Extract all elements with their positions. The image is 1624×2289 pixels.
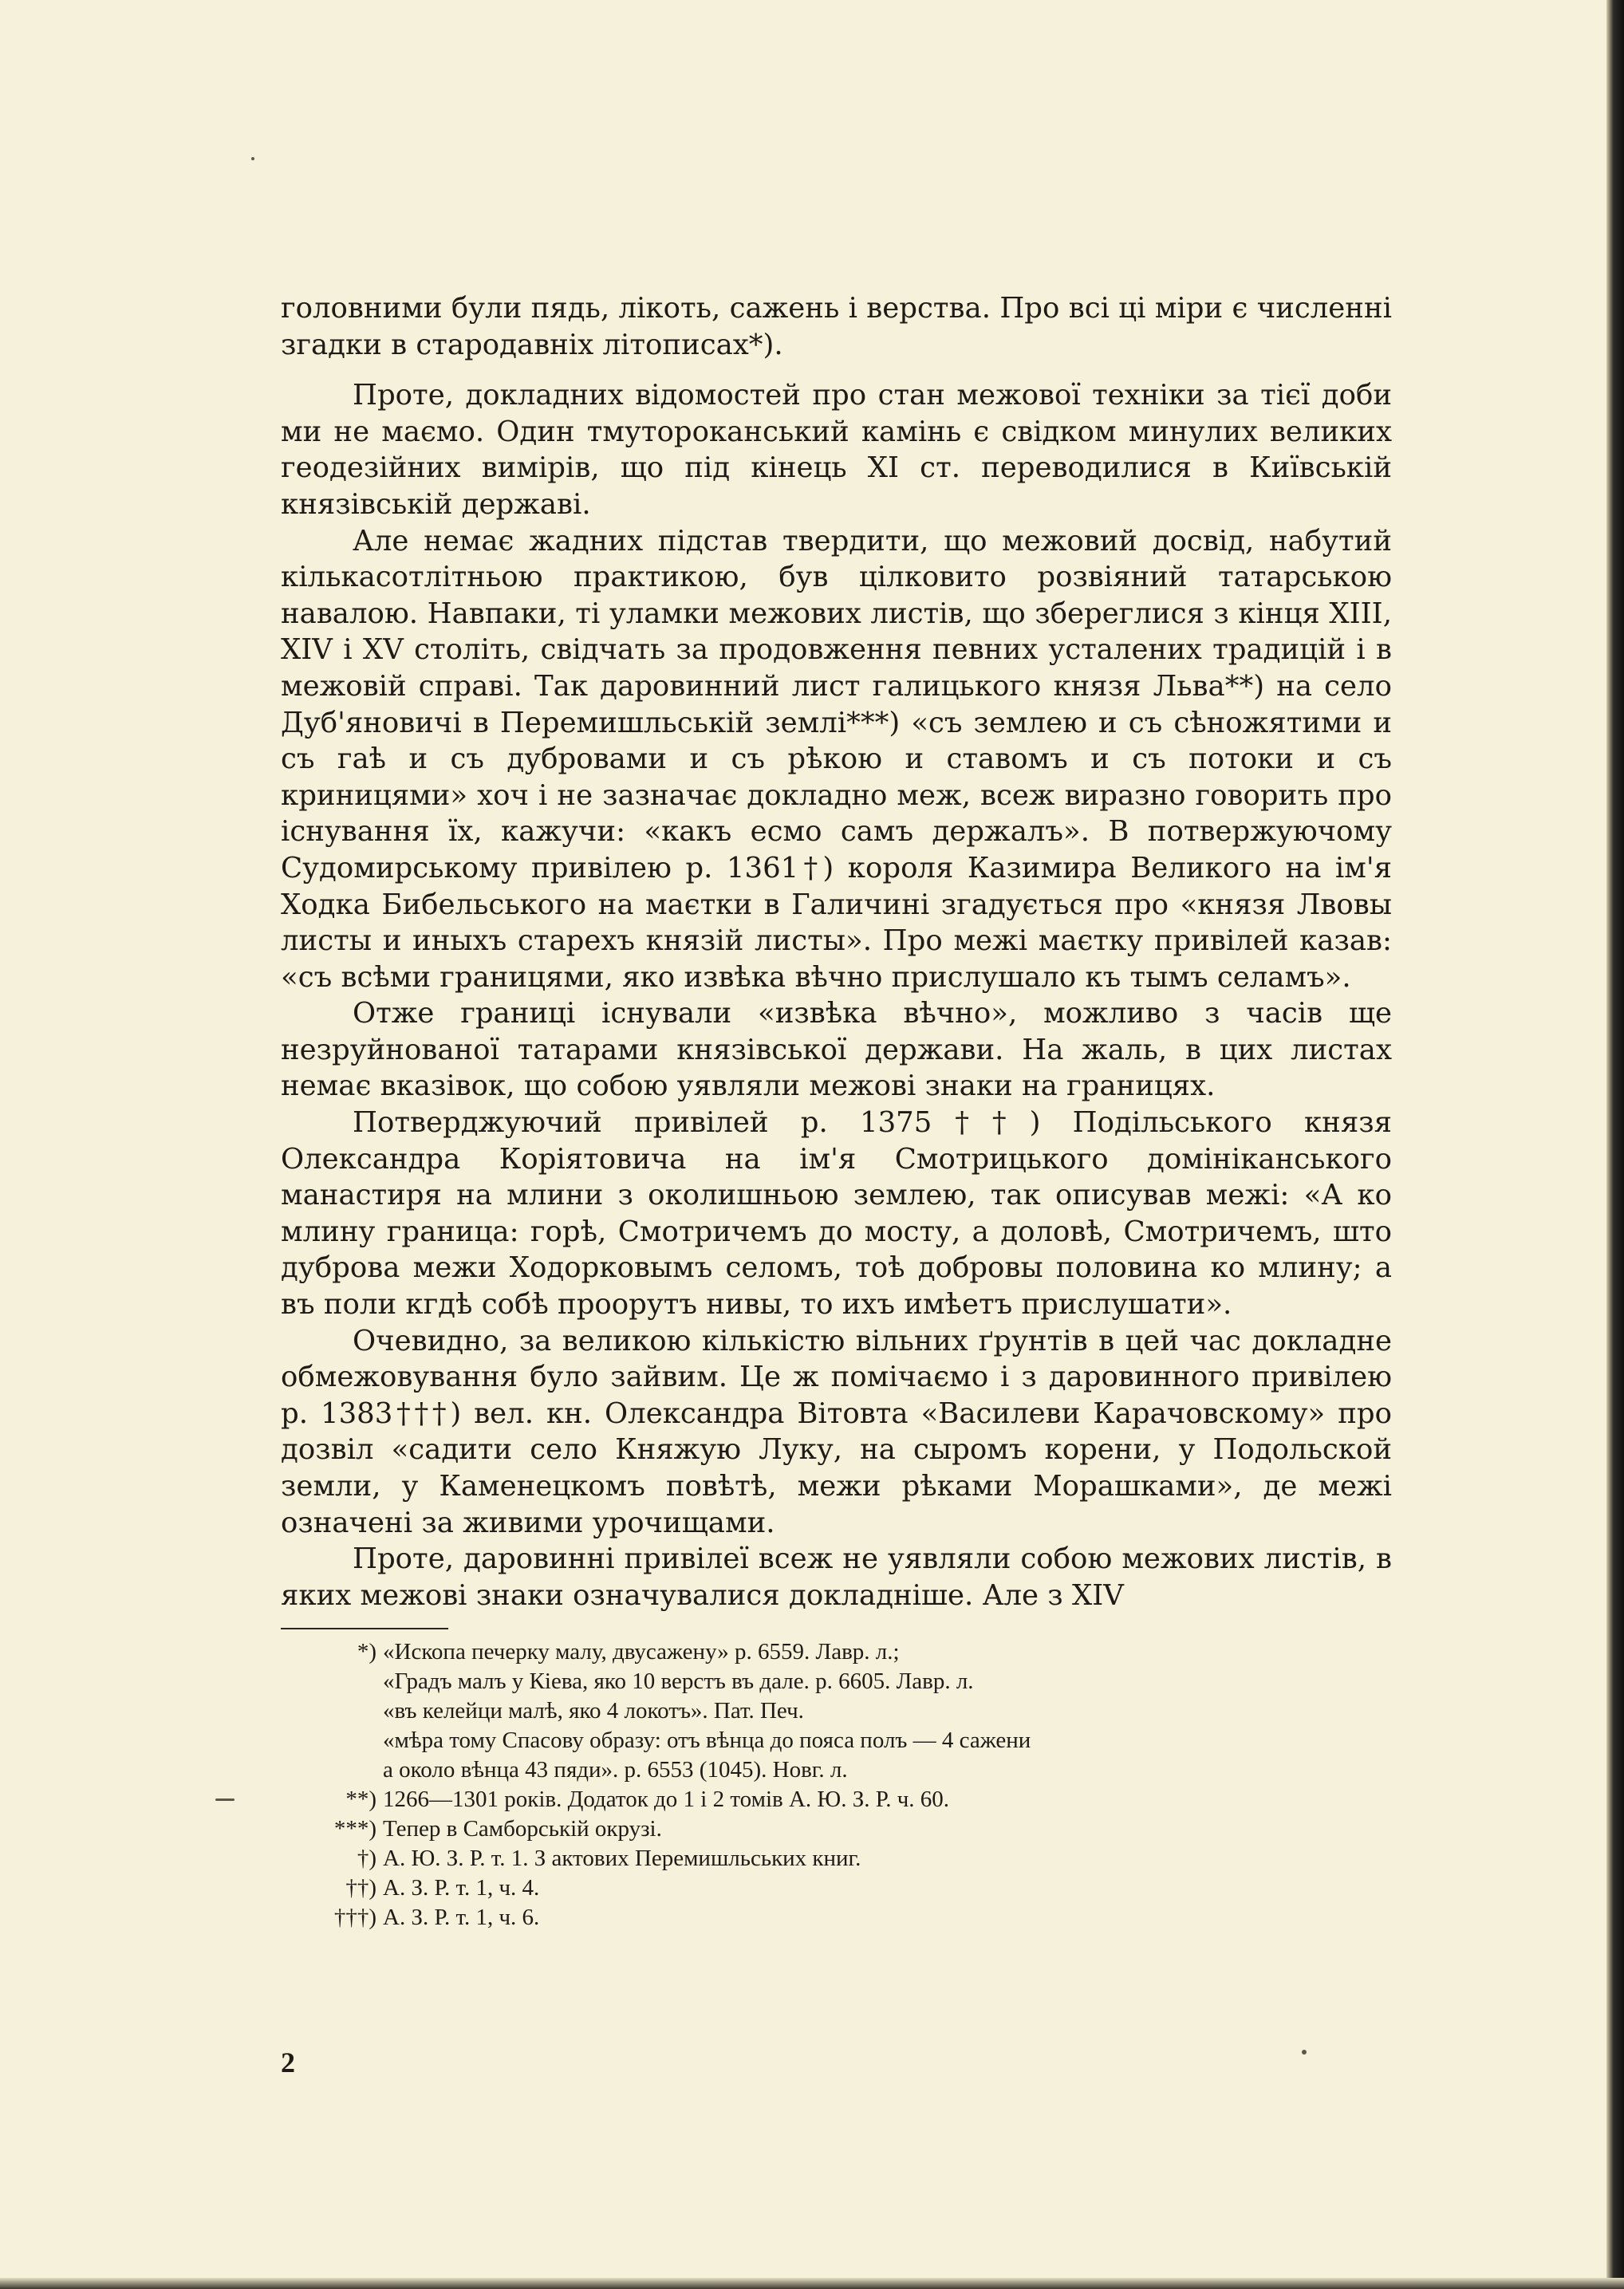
paper-speck (1302, 2050, 1307, 2055)
page-bottom-edge (0, 2278, 1624, 2289)
footnotes (281, 1637, 1392, 1932)
paragraph: Очевидно, за великою кількістю вільних ґрунтів в цей час докладне обмежовування було зайвим. Це ж помічаємо і з даровинного привілею р. 1383†††) вел. кн. Олександра Вітовта «Василеви Карачовскому» про дозвіл «садити село Княжую Луку, на сыромъ корени, у Подольской земли, у Каменецкомъ повѣтѣ, межи рѣками Морашками», де межі означені за живими урочищами. (281, 1324, 1392, 1539)
footnote-mark: *) (357, 1639, 376, 1665)
footnote-mark: †) (357, 1846, 376, 1872)
footnote-rule (281, 1628, 448, 1629)
footnote-text: Тепер в Самборській окрузі. (383, 1816, 662, 1842)
footnote-text: «Градъ малъ у Кіева, яко 10 верстъ въ дале. р. 6605. Лавр. л. (383, 1668, 974, 1695)
footnote-text: А. З. Р. т. 1, ч. 4. (383, 1875, 540, 1901)
footnote (281, 1814, 1392, 1844)
paragraph: Проте, даровинні привілеї всеж не уявляли собою межових листів, в яких межові знаки означувалися докладніше. Але з XIV (281, 1542, 1392, 1612)
paragraph: Потверджуючий привілей р. 1375††) Подільського князя Олександра Коріятовича на ім'я Смотрицького домініканського манастиря на млини з околишньою землею, так описував межі: «А ко млину граница: горѣ, Смотричемъ до мосту, а доловѣ, Смотричемъ, што дуброва межи Ходорковымъ селомъ, тоѣ добровы половина ко млину; а въ поли кгдѣ собѣ проорутъ нивы, то ихъ имѣетъ прислушати». (281, 1106, 1392, 1322)
footnote-mark: ††) (345, 1875, 376, 1901)
page-edge (1606, 0, 1624, 2289)
footnote (281, 1637, 1392, 1667)
footnote-text: А. З. Р. т. 1, ч. 6. (383, 1905, 540, 1931)
text-column (281, 290, 1392, 1932)
footnote-text: «мѣра тому Спасову образу: отъ вѣнца до пояса полъ — 4 сажени (383, 1728, 1031, 1754)
paper-speck (215, 1798, 235, 1801)
footnote-text: 1266—1301 років. Додаток до 1 і 2 томів А. Ю. З. Р. ч. 60. (383, 1787, 950, 1813)
paragraph: головними були пядь, лікоть, сажень і верства. Про всі ці міри є численні згадки в стародавніх літописах*). (281, 292, 1392, 361)
page-number: 2 (281, 2047, 295, 2078)
footnote (281, 1873, 1392, 1903)
footnote-mark: ***) (333, 1816, 376, 1842)
footnote-text: «въ келейци малѣ, яко 4 локотъ». Пат. Печ. (383, 1698, 804, 1724)
main-text (281, 290, 1392, 1613)
footnote (281, 1903, 1392, 1932)
footnote-text: а около вѣнца 43 пяди». р. 6553 (1045). Новг. л. (383, 1757, 848, 1783)
footnote-mark: **) (345, 1787, 376, 1813)
paper-speck (251, 157, 254, 160)
paragraph: Проте, докладних відомостей про стан межової техніки за тієї доби ми не маємо. Один тмутороканський камінь є свідком минулих великих геодезійних вимірів, що під кінець XI ст. переводилися в Київській князівській державі. (281, 379, 1392, 521)
footnote (281, 1844, 1392, 1873)
footnote-text: «Ископа печерку малу, двусажену» р. 6559. Лавр. л.; (383, 1639, 900, 1665)
footnote-text: А. Ю. З. Р. т. 1. З актових Перемишльських книг. (383, 1846, 861, 1872)
paragraph: Але немає жадних підстав твердити, що межовий досвід, набутий кількасотлітньою практикою, був цілковито розвіяний татарською навалою. Навпаки, ті уламки межових листів, що збереглися з кінця XIII, XIV і XV століть, свідчать за продовження певних усталених традицій і в межовій справі. Так даровинний лист галицького князя Льва**) на село Дуб'яновичі в Перемишльській землі***) «съ землею и съ сѣножятими и съ гаѣ и съ дубровами и съ рѣкою и ставомъ и съ потоки и съ криницями» хоч і не зазначає докладно меж, всеж виразно говорить про існування їх, кажучи: «какъ есмо самъ держалъ». В потвержуючому Судомирському привілею р. 1361†) короля Казимира Великого на ім'я Ходка Бибельського на маєтки в Галичині згадується про «князя Лвовы листы и иныхъ старехъ князій листы». Про межі маєтку привілей казав: «съ всѣми границями, яко извѣка вѣчно прислушало къ тымъ селамъ». (281, 524, 1392, 994)
paragraph: Отже границі існували «извѣка вѣчно», можливо з часів ще незруйнованої татарами князівської держави. На жаль, в цих листах немає вказівок, що собою уявляли межові знаки на границях. (281, 997, 1392, 1103)
footnote (281, 1785, 1392, 1814)
footnote-mark: †††) (333, 1905, 376, 1931)
